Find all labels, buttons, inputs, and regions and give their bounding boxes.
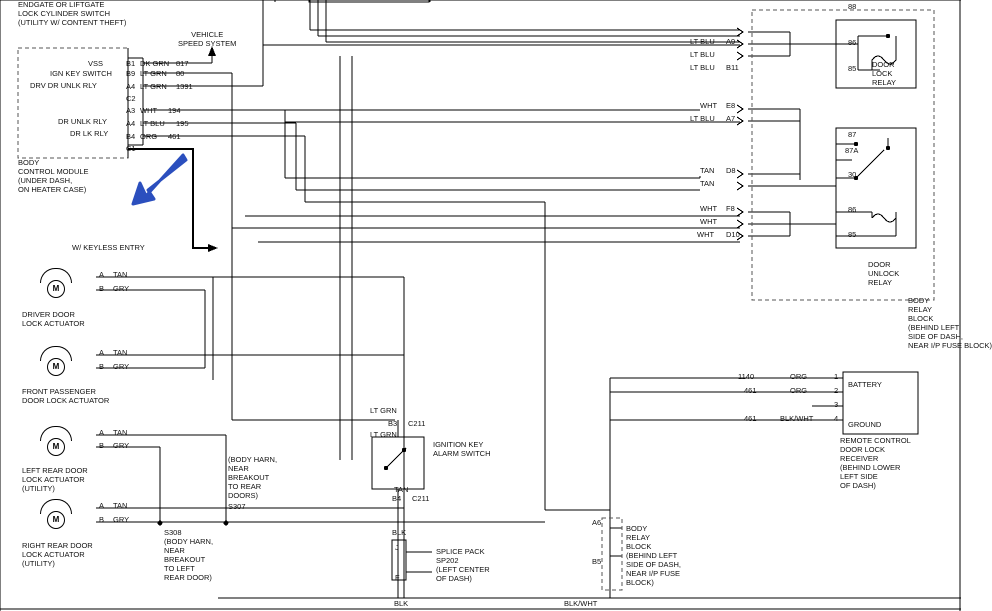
brb-pin-bottom: B5 — [592, 557, 602, 566]
left-rear-actuator-motor: M — [47, 438, 65, 456]
bcm-circuit-4: 194 — [168, 106, 181, 115]
rw1-color: LT BLU — [690, 50, 715, 59]
ign-conn-top-id: C211 — [408, 419, 426, 428]
bcm-circuit-6: 461 — [168, 132, 181, 141]
splice-wire-bottom: BLK — [394, 599, 409, 608]
bcm-color-0: DK GRN — [140, 59, 170, 68]
rw2-pin: B11 — [726, 63, 739, 72]
rw9-pin: D10 — [726, 230, 740, 239]
rw5-pin: D8 — [726, 166, 736, 175]
passenger-actuator-motor: M — [47, 358, 65, 376]
rw4-color: LT BLU — [690, 114, 715, 123]
driver-actuator-motor: M — [47, 280, 65, 298]
relay1-pin-1: 87A — [845, 146, 859, 155]
bcm-color-5: LT BLU — [140, 119, 165, 128]
bcm-pin-0: B1 — [126, 59, 136, 68]
recv-pin-1: 2 — [834, 386, 839, 395]
keyless-entry-label: W/ KEYLESS ENTRY — [72, 243, 145, 252]
breakout0-id: S307 — [228, 502, 246, 511]
rw8-color: WHT — [700, 217, 718, 226]
recv-circuit-3: 461 — [744, 414, 757, 423]
brb-lower-label: BODY RELAY BLOCK (BEHIND LEFT SIDE OF DASH, NEAR I/P FUSE BLOCK) — [626, 524, 682, 587]
actuator1-term-b: B — [99, 362, 105, 371]
rw3-pin: E8 — [726, 101, 736, 110]
actuator0-term-b: B — [99, 284, 105, 293]
bcm-pin-5: A4 — [126, 119, 136, 128]
actuator2-term-a: A — [99, 428, 105, 437]
bcm-color-1: LT GRN — [140, 69, 167, 78]
relay1-pin-3: 86 — [848, 205, 857, 214]
actuator2-color-a: TAN — [113, 428, 128, 437]
recv-pin-0: 1 — [834, 372, 839, 381]
brb-wire: BLK/WHT — [564, 599, 598, 608]
rw3-color: WHT — [700, 101, 718, 110]
actuator3-term-a: A — [99, 501, 105, 510]
rw4-pin: A7 — [726, 114, 736, 123]
recv-circuit-1: 461 — [744, 386, 757, 395]
bcm-color-4: WHT — [140, 106, 158, 115]
actuator3-color-b: GRY — [113, 515, 130, 524]
bcm-circuit-2: 1391 — [176, 82, 193, 91]
bcm-pin-3: C2 — [126, 94, 136, 103]
splice-term-j: J — [395, 543, 399, 552]
rw6-color: TAN — [700, 179, 715, 188]
recv-color-1: ORG — [790, 386, 808, 395]
recv-color-3: BLK/WHT — [780, 414, 814, 423]
relay0-name: DOOR LOCK RELAY — [872, 60, 897, 87]
recv-pin-2: 3 — [834, 400, 839, 409]
receiver-name: REMOTE CONTROL DOOR LOCK RECEIVER (BEHIND LOWER LEFT SIDE OF DASH) — [840, 436, 911, 490]
relay0-pin-2: 85 — [848, 64, 857, 73]
bcm-pin-name-5: DR LK RLY — [70, 129, 109, 138]
actuator1-color-b: GRY — [113, 362, 130, 371]
bcm-pin-name-0: VSS — [88, 59, 104, 68]
ign-wire-bottom: TAN — [394, 485, 409, 494]
relay1-pin-4: 85 — [848, 230, 857, 239]
relay0-pin-1: 86 — [848, 38, 857, 47]
bcm-color-2: LT GRN — [140, 82, 167, 91]
actuator1-term-a: A — [99, 348, 105, 357]
bcm-pin-name-2: DRV DR UNLK RLY — [30, 81, 97, 90]
vehicle-speed-label: VEHICLE SPEED SYSTEM — [178, 30, 237, 48]
bcm-color-6: ORG — [140, 132, 158, 141]
bcm-circuit-1: 80 — [176, 69, 185, 78]
bcm-circuit-0: 817 — [176, 59, 189, 68]
endgate-note: ENDGATE OR LIFTGATE LOCK CYLINDER SWITCH (UTILITY W/ CONTENT THEFT) — [18, 0, 127, 27]
actuator0-name: DRIVER DOOR LOCK ACTUATOR — [22, 310, 85, 328]
actuator3-color-a: TAN — [113, 501, 128, 510]
recv-pin-3: 4 — [834, 414, 839, 423]
breakout1-id: S308 — [164, 528, 182, 537]
ign-switch-name: IGNITION KEY ALARM SWITCH — [433, 440, 491, 458]
brb-pin-top: A6 — [592, 518, 602, 527]
ign-conn-top: B3 — [388, 419, 398, 428]
relay1-pin-2: 30 — [848, 170, 857, 179]
rw0-color: LT BLU — [690, 37, 715, 46]
breakout0-note: (BODY HARN, NEAR BREAKOUT TO REAR DOORS) — [228, 455, 278, 500]
actuator3-term-b: B — [99, 515, 105, 524]
bcm-pin-name-1: IGN KEY SWITCH — [50, 69, 112, 78]
actuator0-color-a: TAN — [113, 270, 128, 279]
actuator1-color-a: TAN — [113, 348, 128, 357]
rw5-color: TAN — [700, 166, 715, 175]
rw2-color: LT BLU — [690, 63, 715, 72]
right-rear-actuator-motor: M — [47, 511, 65, 529]
actuator1-name: FRONT PASSENGER DOOR LOCK ACTUATOR — [22, 387, 110, 405]
bcm-pin-2: A4 — [126, 82, 136, 91]
bcm-pin-1: B9 — [126, 69, 136, 78]
blue-annotation-arrow — [133, 155, 186, 204]
rw7-pin: F8 — [726, 204, 735, 213]
actuator0-term-a: A — [99, 270, 105, 279]
actuator0-color-b: GRY — [113, 284, 130, 293]
bcm-label: BODY CONTROL MODULE (UNDER DASH, ON HEATER CASE) — [18, 158, 89, 194]
bcm-pin-7: C1 — [126, 144, 136, 153]
relay1-name: DOOR UNLOCK RELAY — [868, 260, 900, 287]
bcm-pin-4: A3 — [126, 106, 136, 115]
rw7-color: WHT — [700, 204, 718, 213]
recv-circuit-0: 1140 — [738, 372, 755, 381]
rw0-pin: A9 — [726, 37, 736, 46]
splice-term-f: F — [395, 573, 400, 582]
recv-color-0: ORG — [790, 372, 808, 381]
splice-pack-label: SPLICE PACK SP202 (LEFT CENTER OF DASH) — [436, 547, 490, 583]
actuator2-color-b: GRY — [113, 441, 130, 450]
ign-wire-top: LT GRN — [370, 406, 397, 415]
bcm-pin-6: B4 — [126, 132, 136, 141]
recv-label-0: BATTERY — [848, 380, 882, 389]
actuator2-name: LEFT REAR DOOR LOCK ACTUATOR (UTILITY) — [22, 466, 88, 493]
bcm-pin-name-4: DR UNLK RLY — [58, 117, 108, 126]
breakout1-note: (BODY HARN, NEAR BREAKOUT TO LEFT REAR DOOR) — [164, 537, 214, 582]
actuator2-term-b: B — [99, 441, 105, 450]
ign-conn-bottom-id: C211 — [412, 494, 430, 503]
splice-wire-top: BLK — [392, 528, 407, 537]
ign-wire-top2: LT GRN — [370, 430, 397, 439]
rw9-color: WHT — [697, 230, 715, 239]
actuator3-name: RIGHT REAR DOOR LOCK ACTUATOR (UTILITY) — [22, 541, 93, 568]
relay1-pin-0: 87 — [848, 130, 857, 139]
bcm-circuit-5: 195 — [176, 119, 189, 128]
relay0-pin-0: 88 — [848, 2, 857, 11]
recv-label-3: GROUND — [848, 420, 882, 429]
ign-conn-bottom: B4 — [392, 494, 402, 503]
wiring-diagram: M M M M ENDGATE OR LIFTGATE LOCK CYLINDER SWITCH (UTILITY W/ CONTENT THEFT) VEHICLE SPEED SYSTEM BODY CONTROL MODULE (UNDER DASH, ON HEATER CASE) W/ KEYLESS ENTRY VSS IGN KEY SWITCH DRV DR UNLK RLY DR UNLK RLY DR LK RLY B1 DK GRN 817 B9 LT GRN 80 A4 LT GRN 1391 C2 A3 WHT 194 A4 LT BLU 195 B4 ORG 461 C1 A TAN B GRY DRIVER DOOR LOCK ACTUATOR A TAN B GRY FRONT PASSENGER DOOR LOCK ACTUATOR A TAN B GRY LEFT REAR DOOR LOCK ACTUATOR (UTILITY) A TAN B GRY RIGHT REAR DOOR LOCK ACTUATOR (UTILITY) (BODY HARN, NEAR BREAKOUT TO REAR DOORS) S307 S308 (BODY HARN, NEAR BREAKOUT TO LEFT REAR DOOR) LT GRN B3 C211 LT GRN IGNITION KEY ALARM SWITCH TAN B4 C211 BLK J F SPLICE PACK SP202 (LEFT CENTER OF DASH) BLK A6 B5 BODY RELAY BLOCK (BEHIND LEFT SIDE OF DASH, NEAR I/P FUSE BLOCK) BLK/WHT LT BLU A9 LT BLU LT BLU B11 WHT E8 LT BLU A7 TAN D8 TAN WHT F8 WHT WHT D10 88 86 85 DOOR LOCK RELAY 87 87A 30 86 85 DOOR UNLOCK RELAY BODY RELAY BLOCK (BEHIND LEFT SIDE OF DASH, NEAR I/P FUSE BLOCK) 1140 ORG 1 BATTERY 461 ORG 2 3 461 BLK/WHT 4 GROUND REMOTE CONTROL DOOR LOCK RECEIVER (BEHIND LOWER LEFT SIDE OF DASH) — [0, 0, 961, 611]
